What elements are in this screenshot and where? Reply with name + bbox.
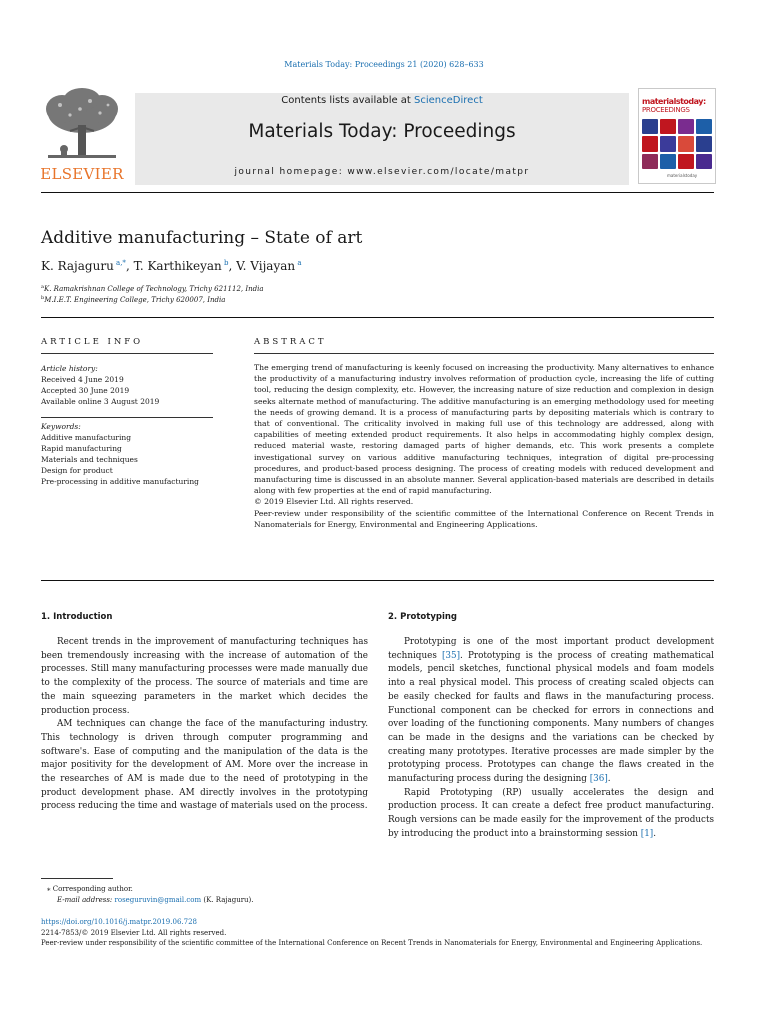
- author-affiliation-link[interactable]: b: [221, 259, 229, 267]
- contents-line: [135, 95, 629, 106]
- title-divider: [41, 317, 714, 318]
- footnote-rule: [41, 878, 113, 879]
- email-note: [41, 895, 721, 906]
- footnote-text: Corresponding author.: [52, 885, 133, 893]
- prototyping-heading: 2. Prototyping: [388, 612, 458, 622]
- history-item: Received 4 June 2019: [41, 375, 124, 384]
- keyword-item: Rapid manufacturing: [41, 444, 122, 453]
- affiliation-mark: b: [41, 295, 45, 301]
- paper-title: Additive manufacturing – State of art: [41, 228, 363, 248]
- email-owner: (K. Rajaguru).: [201, 896, 254, 904]
- author-separator: ,: [228, 259, 237, 273]
- author-affiliation-link[interactable]: a: [295, 259, 302, 267]
- author-name: K. Rajaguru: [41, 259, 114, 273]
- abstract-body: [254, 362, 714, 530]
- text-run: . Prototyping is the process of creating mathematical models, pencil sketches, functional physical models and foam models into a real physical model. This process of creating scaled objects can be easily checked for faults and flaws in the manufacturing process. Functional component can be checked for errors in connections and over loading of the functioning components. Many numbers of changes can be made in the designs and the variations can be checked by creating many prototypes. Iterative processes are made simpler by the prototyping process. Prototypes can change the flaws created in the manufacturing process during the designing: [388, 650, 714, 785]
- history-item: Accepted 30 June 2019: [41, 386, 130, 395]
- cover-tile: [678, 154, 694, 169]
- article-info-rule: [41, 353, 213, 354]
- article-info-heading: ARTICLE INFO: [41, 337, 144, 347]
- intro-paragraph-1: Recent trends in the improvement of manufacturing techniques has been tremendously increasing with the increase of automation of the processes. Still many manufacturing processes were made manually due to the complexity of the process. The source of materials and time are the main squeezing parameters in the market which decides the production process.: [41, 637, 368, 716]
- affiliation-a: [41, 284, 264, 293]
- contents-prefix: Contents lists available at: [281, 95, 415, 106]
- keyword-item: Design for product: [41, 466, 113, 475]
- abstract-heading: ABSTRACT: [254, 337, 327, 347]
- elsevier-wordmark[interactable]: ELSEVIER: [40, 165, 124, 183]
- cover-tile: [696, 136, 712, 151]
- journal-cover-thumbnail[interactable]: [638, 88, 716, 184]
- keywords: [41, 421, 216, 487]
- cover-tile: [660, 119, 676, 134]
- cover-tile: [678, 136, 694, 151]
- citation-link[interactable]: [1]: [640, 828, 654, 839]
- abstract-paragraph: The emerging trend of manufacturing is keenly focused on increasing the productivity. Many alternatives to enhance the productivity of a manufacturing industry involves reformation of production cycle, increasing the life of cutting tool, reducing the design complexity, etc. However, the increasing nature of size reduction and complexion in design seeks alternate method of manufacturing. The additive manufacturing is an emerging methodology used for meeting the needs of growing demand. It is a process of manufacturing parts by depositing materials which is contrary to that of conventional. The criticality involved in making full use of this technology are addressed, along with capabilities of meeting extended product requirements. It also helps in accommodating highly complex design, reduced material waste, restoring damaged parts of higher demands, etc. This work presents a complete investigational survey on various additive manufacturing techniques, integration of digital pre-processing procedures, and product-based process designing. The process of creating models with reduced development and manufacturing time is discussed in an absolute manner. Several application-based materials are described in details along with few properties at the end of rapid manufacturing.: [254, 363, 714, 496]
- cover-tile: [642, 136, 658, 151]
- corresponding-author-note: [41, 884, 721, 895]
- text-run: Prototyping is one of the most important product development techniques: [388, 637, 714, 661]
- affiliation-text: K. Ramakrishnan College of Technology, Trichy 621112, India: [43, 285, 264, 293]
- header-divider: [41, 192, 714, 193]
- email-link[interactable]: roseguruvin@gmail.com: [114, 896, 202, 904]
- text-run: .: [653, 828, 657, 839]
- cover-tile: [660, 136, 676, 151]
- cover-tile: [642, 119, 658, 134]
- journal-title: Materials Today: Proceedings: [248, 121, 516, 142]
- keyword-item: Pre-processing in additive manufacturing: [41, 477, 199, 486]
- prototyping-paragraph-1: [388, 636, 714, 787]
- sciencedirect-link[interactable]: ScienceDirect: [414, 95, 483, 106]
- cover-tile: [696, 119, 712, 134]
- abstract-divider: [41, 580, 714, 581]
- affiliation-b: [41, 295, 225, 304]
- footnote-peer-review: Peer-review under responsibility of the scientific committee of the International Conference on Recent Trends in Nanomaterials for Energy, Environmental and Engineering Applications.: [41, 939, 703, 947]
- text-run: .: [607, 774, 611, 785]
- cover-image-grid: [642, 119, 712, 169]
- keywords-rule: [41, 417, 213, 418]
- abstract-rule: [254, 353, 714, 354]
- introduction-body: [41, 636, 368, 814]
- introduction-heading: 1. Introduction: [41, 612, 113, 622]
- author-name: V. Vijayan: [236, 259, 296, 273]
- cover-title-top: materialstoday:: [642, 97, 706, 106]
- prototyping-body: [388, 636, 714, 842]
- cover-footer-text: materialstoday: [667, 173, 698, 178]
- cover-title-bottom: PROCEEDINGS: [642, 106, 690, 114]
- intro-paragraph-2: AM techniques can change the face of the manufacturing industry. This technology is driven through computer programming and software's. Ease of computing and the manipulation of the data is the major positivity for the development of AM. More over the increase in the researches of AM is made due to the need of prototyping in the product development phase. AM directly involves in the prototyping process reducing the time and wastage of materials used on the process.: [41, 719, 368, 812]
- article-history: [41, 363, 216, 407]
- history-label: Article history:: [41, 364, 98, 373]
- author-name: T. Karthikeyan: [133, 259, 222, 273]
- history-item: Available online 3 August 2019: [41, 397, 160, 406]
- prototyping-paragraph-2: [388, 787, 714, 842]
- author-separator: ,: [125, 259, 134, 273]
- author-affiliation-link[interactable]: a,*: [113, 259, 126, 267]
- citation-link[interactable]: [36]: [589, 774, 608, 785]
- citation-link[interactable]: [35]: [441, 650, 461, 661]
- abstract-copyright: © 2019 Elsevier Ltd. All rights reserved.: [254, 497, 414, 507]
- journal-citation[interactable]: Materials Today: Proceedings 21 (2020) 628–633: [284, 60, 484, 69]
- footnotes: [41, 884, 721, 949]
- email-label: E-mail address:: [57, 896, 115, 904]
- keyword-item: Additive manufacturing: [41, 433, 132, 442]
- cover-tile: [642, 154, 658, 169]
- abstract-peer-review: Peer-review under responsibility of the scientific committee of the International Conference on Recent Trends in Nanomaterials for Energy, Environmental and Engineering Applications.: [254, 508, 714, 529]
- keywords-label: Keywords:: [41, 422, 81, 431]
- affiliation-text: M.I.E.T. Engineering College, Trichy 620007, India: [44, 296, 226, 304]
- cover-tile: [696, 154, 712, 169]
- footnote-mark: ⁎: [47, 885, 51, 893]
- author-list: [41, 259, 302, 273]
- issn-line: 2214-7853/© 2019 Elsevier Ltd. All rights reserved.: [41, 928, 227, 937]
- affiliation-mark: a: [41, 284, 44, 290]
- text-run: Rapid Prototyping (RP) usually accelerates the design and production process. It can create a defect free product manufacturing. Rough versions can be made easily for the improvement of the products by introducing the product into a brainstorming session: [388, 787, 714, 839]
- journal-homepage-link[interactable]: journal homepage: www.elsevier.com/locate/matpr: [234, 167, 530, 177]
- keyword-item: Materials and techniques: [41, 455, 138, 464]
- cover-tile: [678, 119, 694, 134]
- cover-tile: [660, 154, 676, 169]
- doi-link[interactable]: https://doi.org/10.1016/j.matpr.2019.06.728: [41, 918, 197, 926]
